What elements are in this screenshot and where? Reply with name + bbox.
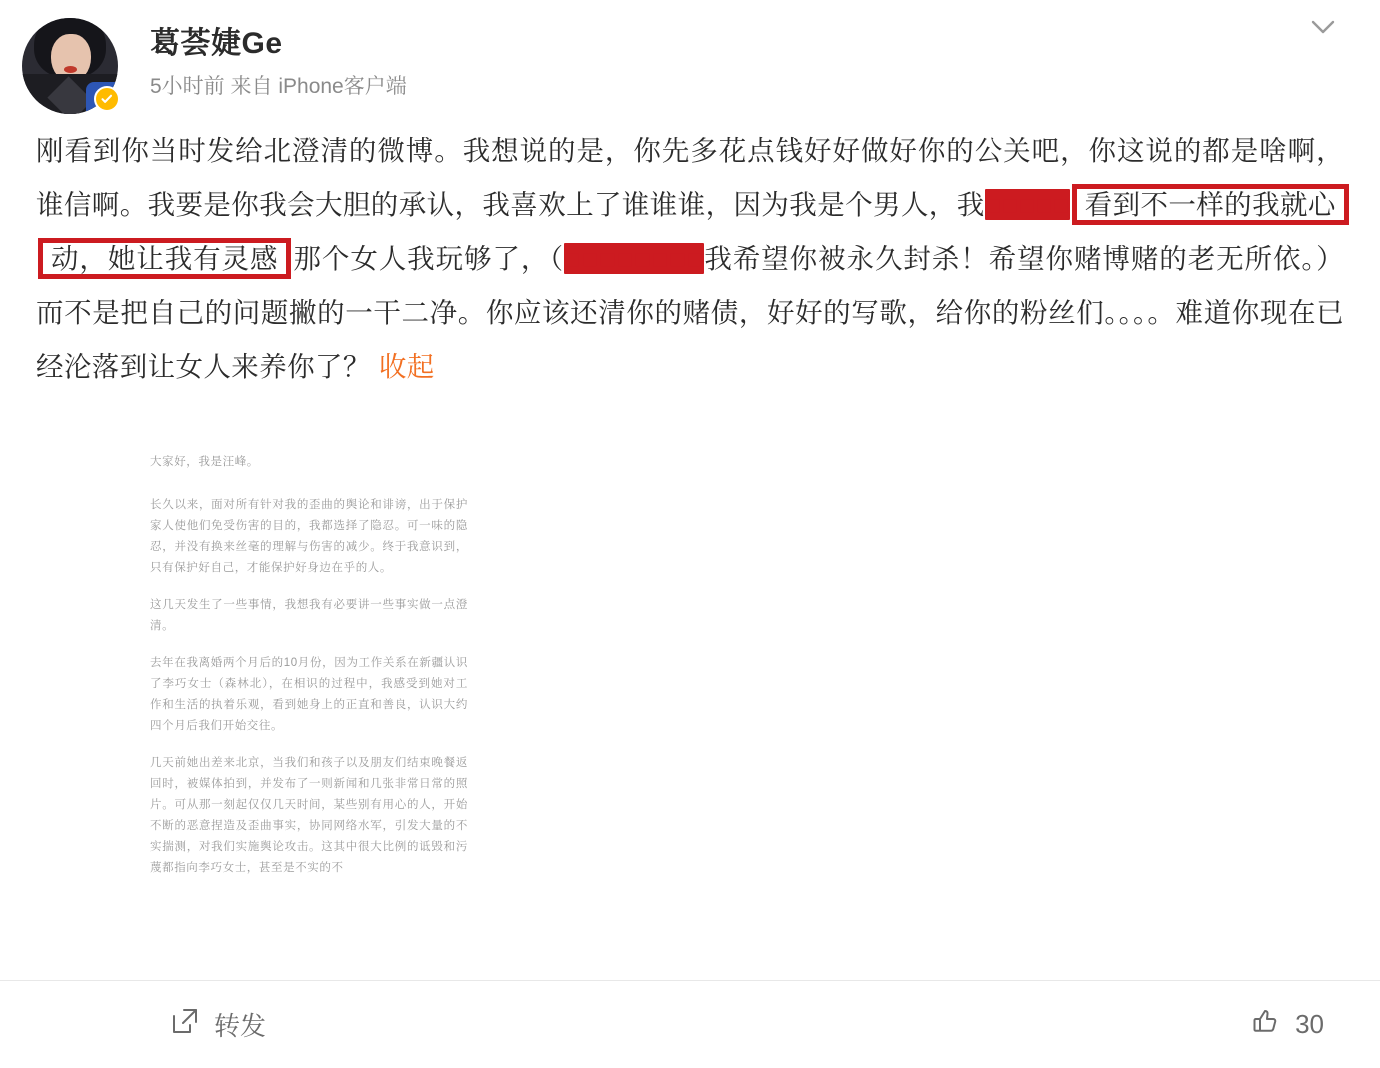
redacted-text-1: ■■■■■ [984,189,1070,220]
post-header [0,0,1380,110]
statement-paragraph: 去年在我离婚两个月后的10月份，因为工作关系在新疆认识了李巧女士（森林北），在相识的过程中，我感受到她对工作和生活的执着乐观，看到她身上的正直和善良，认识大约四个月后我们开始交往。 [150,657,468,732]
statement-paragraph: 几天前她出差来北京，当我们和孩子以及朋友们结束晚餐返回时，被媒体拍到，并发布了一则新闻和几张非常日常的照片。可从那一刻起仅仅几天时间，某些别有用心的人，开始不断的恶意捏造及歪曲事实，协同网络水军，引发大量的不实揣测，对我们实施舆论攻击。这其中很大比例的诋毁和污蔑都指向李巧女士，甚至是不实的不 [150,757,468,874]
statement-paragraph: 大家好，我是汪峰。 [150,456,259,468]
post-text-part1: 刚看到你当时发给北澄清的微博。我想说的是，你先多花点钱好好做好你的公关吧，你这说的都是啥啊，谁信啊。我要是你我会大胆的承认，我喜欢上了谁谁谁，因为我是个男人，我 [36,135,1344,220]
chevron-down-icon[interactable] [1306,10,1340,44]
statement-paragraph: 这几天发生了一些事情，我想我有必要讲一些事实做一点澄清。 [150,599,468,632]
repost-button[interactable] [170,1006,266,1043]
collapse-link[interactable]: 收起 [378,351,435,382]
post-meta: 5小时前 来自 iPhone客户端 [150,75,407,98]
like-button[interactable] [1251,1006,1324,1043]
user-info [150,14,1380,102]
thumbs-up-icon [1251,1006,1281,1043]
statement-screenshot[interactable] [132,434,484,934]
post-text-part3: 我希望你被永久封杀！希望你赌博赌的老无所依。）而不是把自己的问题撇的一干二净。你应该还清你的赌债，好好的写歌，给你的粉丝们。。。。难道你现在已经沦落到让女人来养你了？ [36,243,1344,382]
highlighted-quote: 看到不一样的我就心动，她让我有灵感 [38,184,1349,279]
avatar[interactable] [22,18,118,114]
avatar-lips [64,66,77,73]
repost-icon [170,1006,200,1043]
redacted-text-2: ■■■■■■■■ [564,243,705,274]
post-actions [0,980,1380,1068]
like-count: 30 [1295,1009,1324,1039]
statement-paragraph: 长久以来，面对所有针对我的歪曲的舆论和诽谤，出于保护家人使他们免受伤害的目的，我都选择了隐忍。可一味的隐忍，并没有换来丝毫的理解与伤害的减少。终于我意识到，只有保护好自己，才能保护好身边在乎的人。 [150,499,468,574]
post-content [36,124,1344,394]
verified-badge-icon [94,86,120,112]
repost-label: 转发 [214,1011,267,1041]
statement-fade-overlay [132,908,484,934]
username[interactable]: 葛荟婕Ge [150,27,283,60]
post-text-part2: 那个女人我玩够了，（ [293,243,565,274]
